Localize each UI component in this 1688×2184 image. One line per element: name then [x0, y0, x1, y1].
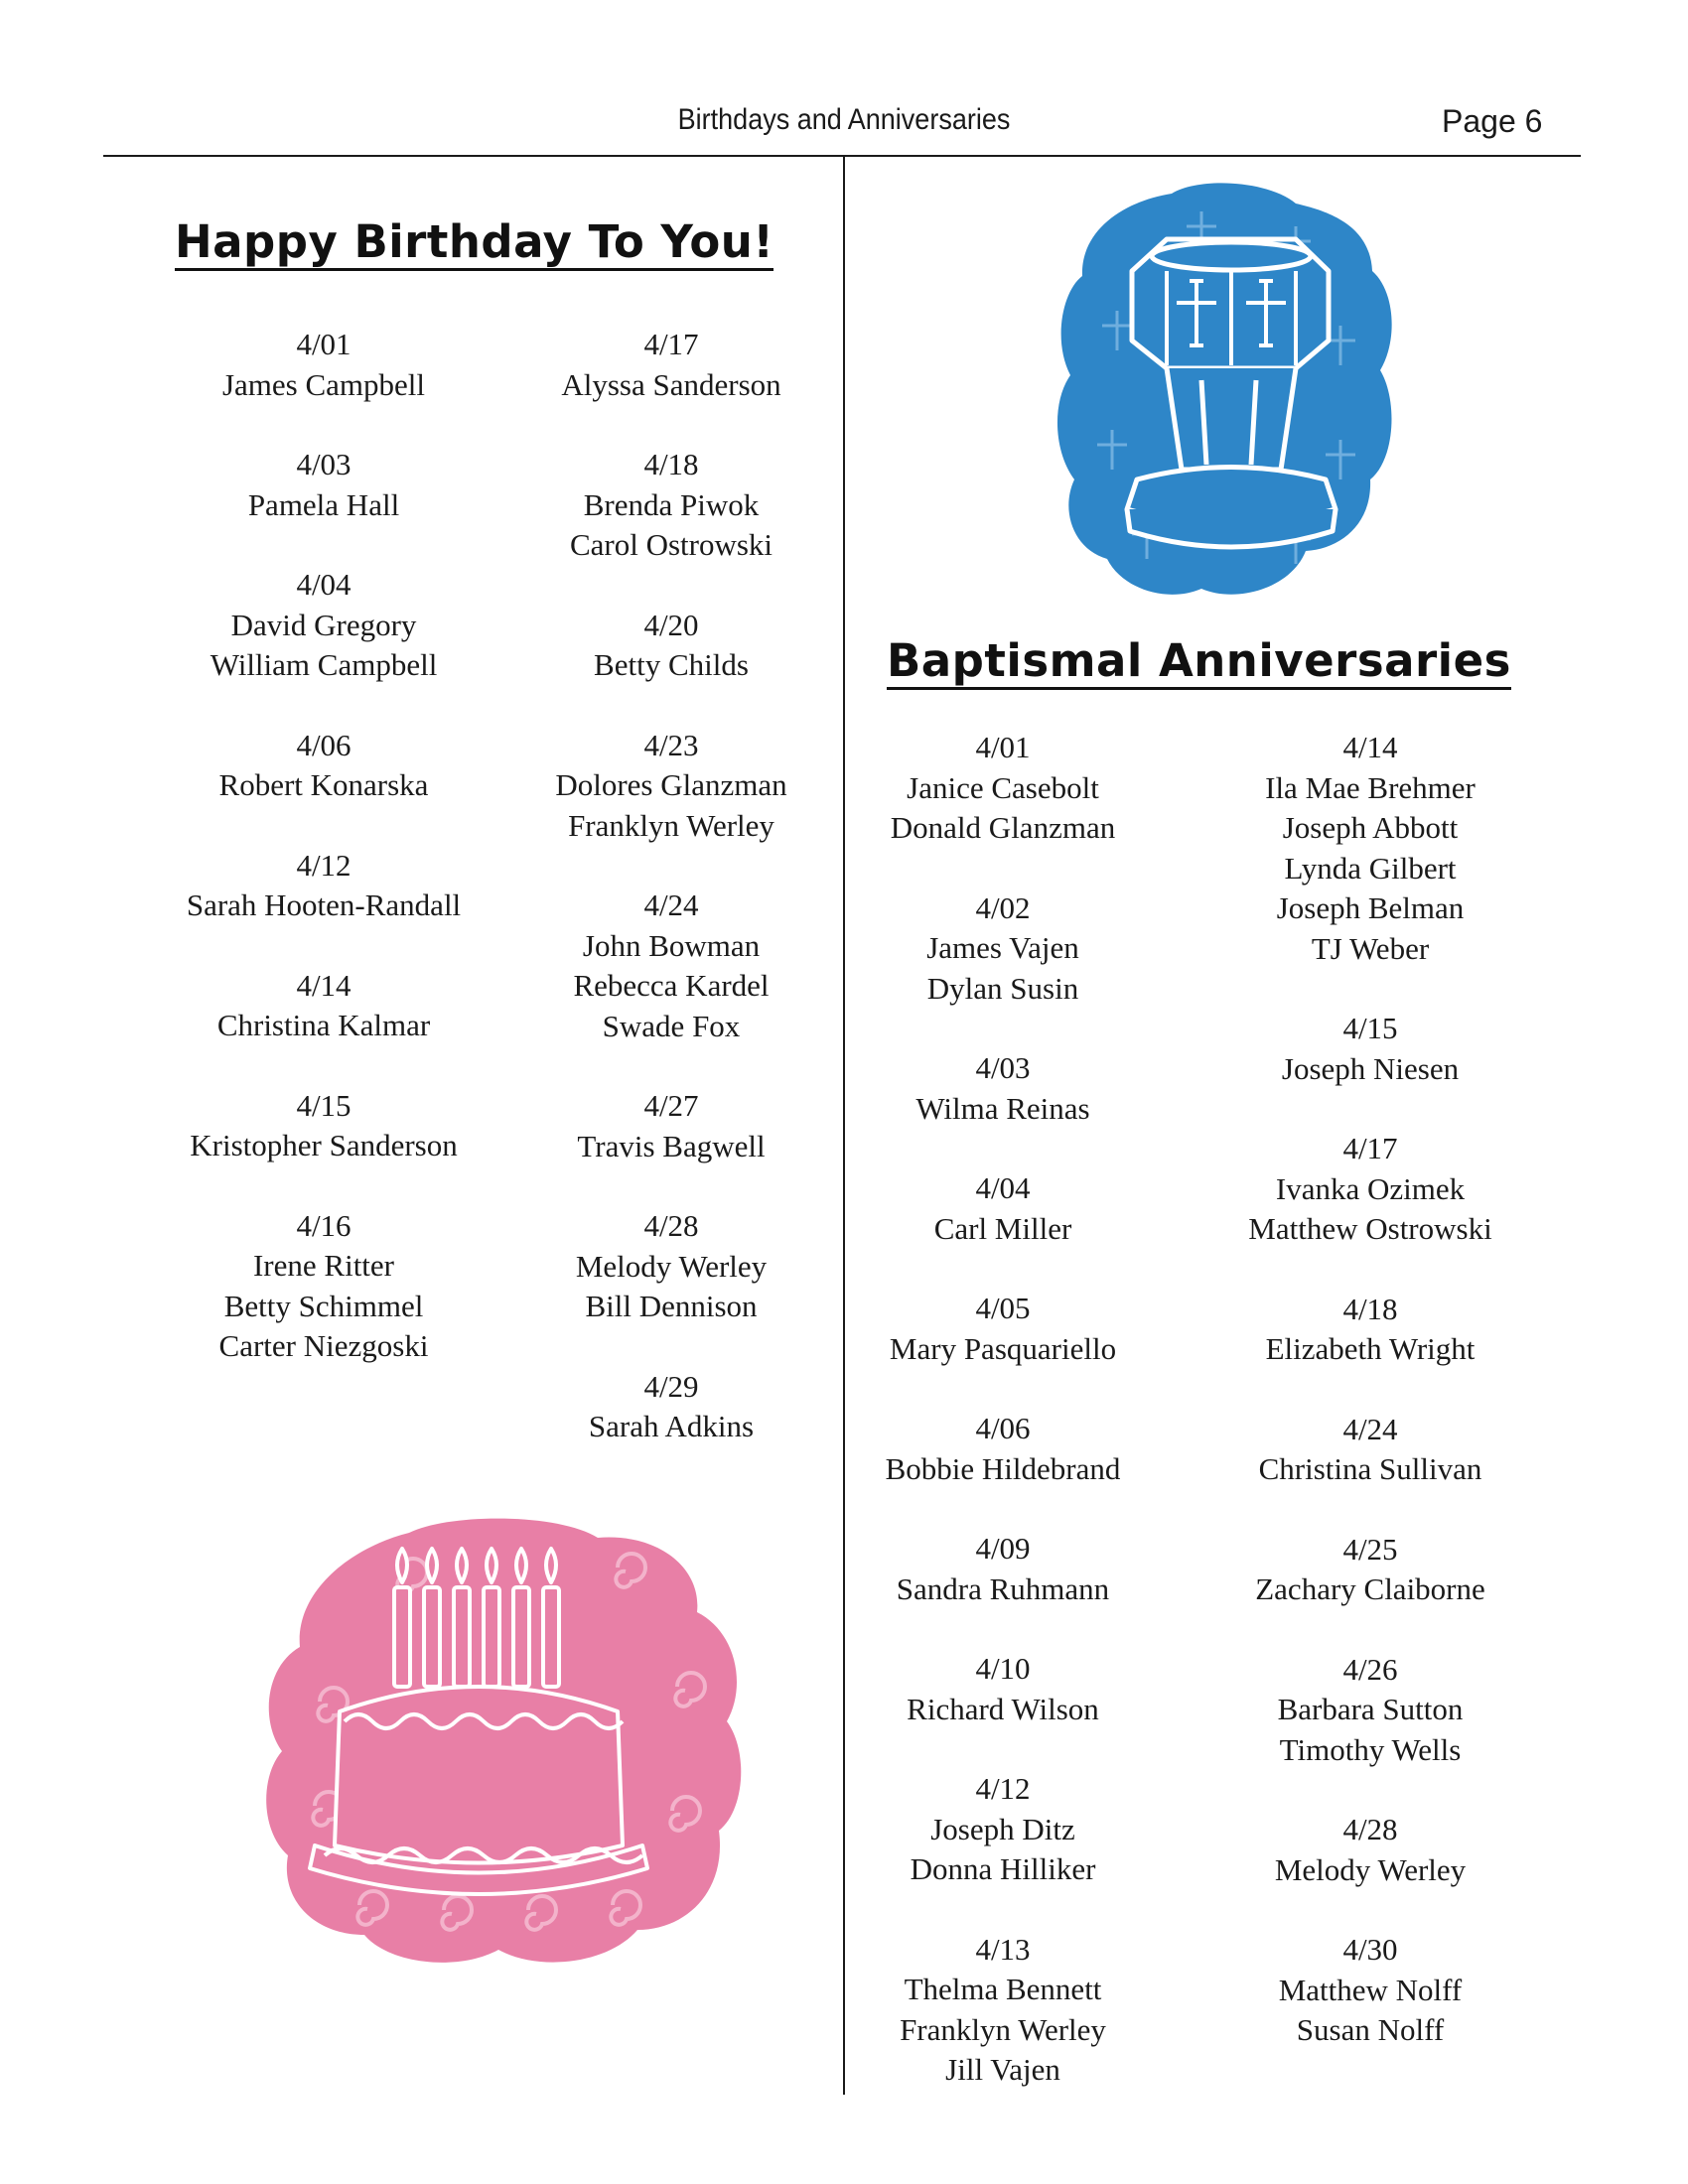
entry-date: 4/12 [296, 847, 352, 883]
entry-name: Zachary Claiborne [1255, 1571, 1485, 1606]
entry-group [492, 726, 850, 847]
entry-name: Barbara Sutton [1277, 1692, 1464, 1726]
page-number: Page 6 [1442, 103, 1543, 139]
entry-date: 4/04 [296, 567, 352, 602]
entry-name: James Vajen [926, 930, 1079, 965]
entry-name: James Campbell [221, 366, 426, 402]
entry-name: Wilma Reinas [915, 1090, 1090, 1126]
entry-group [492, 325, 850, 405]
entry-group [492, 606, 850, 686]
entry-group [824, 1168, 1182, 1249]
entry-date: 4/05 [975, 1291, 1031, 1325]
entry-date: 4/18 [1342, 1291, 1398, 1326]
entry-name: Ila Mae Brehmer [1265, 769, 1476, 805]
entry-name: Kristopher Sanderson [190, 1128, 458, 1162]
entry-group [1192, 1410, 1549, 1490]
entry-group [824, 1409, 1182, 1489]
entry-name: Rebecca Kardel [573, 968, 770, 1003]
baptismal-column-1 [824, 728, 1182, 2130]
entry-group [824, 1769, 1182, 1890]
entry-date: 4/25 [1342, 1531, 1398, 1567]
entry-group [1192, 1530, 1549, 1610]
entry-date: 4/26 [1342, 1651, 1398, 1687]
entry-date: 4/04 [975, 1170, 1031, 1205]
entry-group [492, 445, 850, 566]
entry-date: 4/10 [975, 1651, 1031, 1686]
birthday-section-title: Happy Birthday To You! [175, 216, 774, 271]
entry-name: Donna Hilliker [910, 1851, 1096, 1886]
baptismal-section-title: Baptismal Anniversaries [887, 635, 1511, 690]
entry-name: Ivanka Ozimek [1275, 1170, 1466, 1206]
entry-name: Matthew Nolff [1278, 1972, 1463, 2007]
entry-group [492, 1367, 850, 1447]
entry-group [824, 888, 1182, 1010]
entry-name: David Gregory [230, 607, 417, 642]
birthday-column-2 [492, 325, 850, 1487]
entry-group [824, 1930, 1182, 2091]
entry-group [1192, 1810, 1549, 1890]
entry-date: 4/01 [975, 730, 1031, 764]
entry-name: John Bowman [582, 927, 761, 963]
entry-group [824, 1289, 1182, 1369]
entry-name: Robert Konarska [218, 767, 429, 802]
entry-group [1192, 728, 1549, 969]
entry-name: TJ Weber [1311, 930, 1430, 966]
entry-group [1192, 1129, 1549, 1250]
entry-name: Timothy Wells [1279, 1731, 1462, 1767]
entry-name: Carter Niezgoski [218, 1328, 429, 1363]
entry-name: Joseph Niesen [1281, 1050, 1460, 1086]
entry-date: 4/29 [643, 1368, 699, 1404]
entry-date: 4/01 [296, 327, 352, 361]
entry-date: 4/28 [1342, 1812, 1398, 1846]
entry-name: Bobbie Hildebrand [885, 1450, 1121, 1486]
entry-name: Melody Werley [575, 1248, 768, 1284]
entry-group [824, 1529, 1182, 1609]
entry-date: 4/09 [975, 1531, 1031, 1566]
entry-group [492, 1206, 850, 1327]
entry-date: 4/02 [975, 889, 1031, 925]
entry-name: Joseph Abbott [1282, 810, 1459, 845]
entry-name: Swade Fox [602, 1008, 741, 1043]
entry-date: 4/12 [975, 1771, 1031, 1806]
entry-name: Janice Casebolt [907, 769, 1099, 805]
entry-name: Pamela Hall [247, 486, 400, 522]
entry-name: Betty Childs [594, 647, 749, 682]
entry-date: 4/17 [643, 327, 699, 361]
entry-group [145, 445, 502, 525]
entry-date: 4/14 [1342, 730, 1398, 764]
entry-group [1192, 1290, 1549, 1370]
entry-name: Jill Vajen [945, 2052, 1060, 2087]
birthday-cake-icon [260, 1513, 747, 1970]
entry-group [492, 1086, 850, 1166]
birthday-column-1 [145, 325, 502, 1407]
entry-date: 4/03 [975, 1050, 1031, 1085]
entry-date: 4/18 [643, 447, 699, 481]
entry-name: Irene Ritter [252, 1248, 394, 1283]
entry-name: Mary Pasquariello [889, 1330, 1117, 1366]
entry-group [145, 726, 502, 806]
entry-name: Alyssa Sanderson [561, 366, 781, 402]
baptismal-column-2 [1192, 728, 1549, 2091]
entry-name: Sarah Adkins [588, 1409, 755, 1443]
entry-group [145, 966, 502, 1046]
entry-name: Susan Nolff [1296, 2012, 1445, 2047]
entry-group [145, 1086, 502, 1166]
entry-name: Betty Schimmel [223, 1288, 424, 1323]
entry-group [1192, 1650, 1549, 1771]
entry-group [145, 1206, 502, 1367]
entry-date: 4/03 [296, 447, 352, 481]
entry-date: 4/24 [1342, 1411, 1398, 1446]
entry-name: Dolores Glanzman [555, 767, 787, 802]
entry-name: Thelma Bennett [904, 1972, 1102, 2006]
entry-name: Sandra Ruhmann [896, 1570, 1110, 1606]
entry-group [492, 886, 850, 1046]
entry-group [1192, 1930, 1549, 2051]
entry-date: 4/15 [296, 1087, 352, 1123]
entry-date: 4/28 [643, 1208, 699, 1243]
entry-date: 4/24 [643, 887, 699, 922]
entry-name: Lynda Gilbert [1284, 850, 1457, 886]
entry-group [145, 325, 502, 405]
entry-name: Dylan Susin [926, 970, 1079, 1006]
entry-name: Richard Wilson [907, 1691, 1099, 1726]
entry-date: 4/06 [296, 727, 352, 762]
entry-name: Elizabeth Wright [1265, 1331, 1476, 1366]
entry-name: Christina Sullivan [1258, 1451, 1482, 1486]
entry-date: 4/14 [296, 967, 352, 1003]
entry-date: 4/13 [975, 1931, 1031, 1967]
baptismal-font-icon [1053, 182, 1400, 609]
entry-group [145, 846, 502, 926]
entry-name: Sarah Hooten-Randall [186, 887, 462, 922]
header-rule [103, 155, 1581, 157]
entry-date: 4/27 [643, 1088, 699, 1123]
entry-name: Franklyn Werley [568, 807, 774, 843]
entry-name: Melody Werley [1274, 1851, 1467, 1887]
entry-date: 4/30 [1342, 1932, 1398, 1967]
entry-group [145, 565, 502, 686]
entry-name: Matthew Ostrowski [1248, 1211, 1492, 1246]
entry-name: Christina Kalmar [216, 1008, 431, 1042]
entry-name: Donald Glanzman [890, 810, 1116, 845]
entry-date: 4/06 [975, 1411, 1031, 1445]
entry-name: Franklyn Werley [900, 2011, 1106, 2047]
entry-group [824, 728, 1182, 849]
entry-name: Joseph Belman [1276, 890, 1465, 925]
entry-name: Carol Ostrowski [569, 527, 774, 562]
entry-group [1192, 1009, 1549, 1089]
entry-date: 4/16 [296, 1207, 352, 1243]
entry-date: 4/20 [643, 607, 699, 642]
running-header-title: Birthdays and Anniversaries [677, 103, 1011, 136]
entry-name: Carl Miller [933, 1210, 1072, 1246]
entry-group [824, 1649, 1182, 1729]
entry-date: 4/15 [1342, 1011, 1398, 1045]
entry-name: Travis Bagwell [577, 1128, 766, 1163]
entry-name: Joseph Ditz [930, 1811, 1075, 1846]
entry-group [824, 1048, 1182, 1129]
entry-name: William Campbell [210, 647, 438, 682]
entry-date: 4/23 [643, 727, 699, 762]
entry-date: 4/17 [1342, 1131, 1398, 1165]
entry-name: Bill Dennison [585, 1289, 758, 1323]
entry-name: Brenda Piwok [583, 486, 760, 522]
